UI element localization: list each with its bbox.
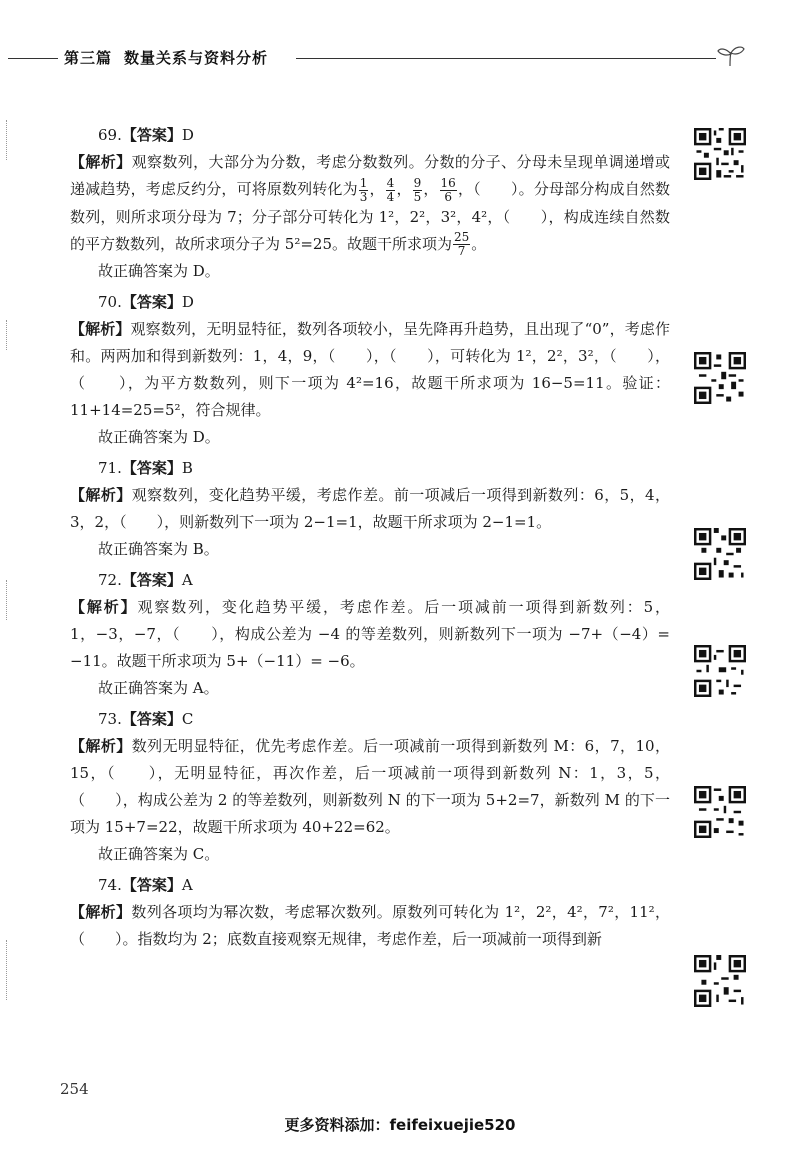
question-73-conclusion: 故正确答案为 C。 (98, 845, 220, 863)
fraction: $\frac{9}{5}$ (413, 175, 422, 204)
question-73-answer: 73.【答案】C (98, 710, 194, 728)
question-72-answer: 72.【答案】A (98, 571, 193, 589)
header-part: 第三篇 (64, 49, 113, 67)
answer-content (70, 118, 670, 953)
margin-mark (6, 580, 9, 620)
question-70-conclusion: 故正确答案为 D。 (98, 428, 220, 446)
question-71-analysis: 【解析】观察数列，变化趋势平缓，考虑作差。前一项减后一项得到新数列：6，5，4，3，2，（ ），则新数列下一项为 2−1=1，故题干所求项为 2−1=1。 (70, 486, 670, 531)
question-71-answer: 71.【答案】B (98, 459, 193, 477)
qr-code-icon (694, 645, 746, 697)
qr-code-icon (694, 528, 746, 580)
question-72-analysis: 【解析】观察数列，变化趋势平缓，考虑作差。后一项减前一项得到新数列：5，1，−3，−7，（ ），构成公差为 −4 的等差数列，则新数列下一项为 −7+（−4）= −11。故题干所求项为 5+（−11）= −6。 (70, 598, 670, 670)
header-rule-right (296, 58, 716, 59)
margin-mark (6, 940, 9, 1000)
sprout-icon (716, 44, 746, 68)
question-74-answer: 74.【答案】A (98, 876, 193, 894)
question-69-conclusion: 故正确答案为 D。 (98, 262, 220, 280)
question-72-conclusion: 故正确答案为 A。 (98, 679, 219, 697)
result-fraction: $\frac{25}{7}$ (453, 230, 470, 258)
header-title (64, 47, 268, 68)
qr-code-icon (694, 955, 746, 1007)
qr-code-icon (694, 786, 746, 838)
question-69-analysis: 【解析】观察数列，大部分为分数，考虑分数数列。分数的分子、分母未呈现单调递增或递减趋势，考虑反约分，可将原数列转化为 $\frac{1}{3}$ ， $\frac{4}{4}$ ， $\frac{9}{5}$ ， $\frac{16}{6}$ ，（ ）。分母部分构成自然数数列，则所求项分母为 7；分子部分可转化为 1²，2²，3²，4²，（ ），构成连续自然数的平方数数列，故所求项分子为 5²=25。故题干所求项为 $\frac{25}{7}$ 。 (70, 153, 670, 258)
footer-note (0, 1114, 800, 1135)
question-71-conclusion: 故正确答案为 B。 (98, 540, 219, 558)
page-header (0, 44, 800, 74)
fraction: $\frac{16}{6}$ (440, 175, 456, 204)
margin-mark (6, 120, 9, 160)
question-69-answer: 69.【答案】D (98, 126, 194, 144)
fraction: $\frac{4}{4}$ (386, 175, 395, 204)
header-rule-left (8, 58, 58, 59)
header-section-title: 数量关系与资料分析 (124, 49, 269, 67)
question-70-answer: 70.【答案】D (98, 293, 194, 311)
question-73-analysis: 【解析】数列无明显特征，优先考虑作差。后一项减前一项得到新数列 M：6，7，10，15，（ ），无明显特征，再次作差，后一项减前一项得到新数列 N：1，3，5，（ ），构成公差为 2 的等差数列，则新数列 N 的下一项为 5+2=7，新数列 M 的下一项为 15+7=22，故题干所求项为 40+22=62。 (70, 737, 670, 836)
footer-label: 更多资料添加： (284, 1116, 390, 1134)
qr-code-icon (694, 128, 746, 180)
page-number: 254 (60, 1080, 89, 1098)
question-70-analysis: 【解析】观察数列，无明显特征，数列各项较小，呈先降再升趋势，且出现了“0”，考虑作和。两两加和得到新数列：1，4，9，（ ），（ ），可转化为 1²，2²，3²，（ ），（ ），为平方数数列，则下一项为 4²=16，故题干所求项为 16−5=11。验证：11+14=25=5²，符合规律。 (70, 320, 670, 419)
fraction: $\frac{1}{3}$ (359, 175, 368, 204)
qr-code-icon (694, 352, 746, 404)
question-74-analysis: 【解析】数列各项均为幂次数，考虑幂次数列。原数列可转化为 1²，2²，4²，7²，11²，（ ）。指数均为 2；底数直接观察无规律，考虑作差，后一项减前一项得到新 (70, 903, 670, 948)
margin-mark (6, 320, 9, 350)
footer-contact: feifeixuejie520 (389, 1116, 516, 1134)
